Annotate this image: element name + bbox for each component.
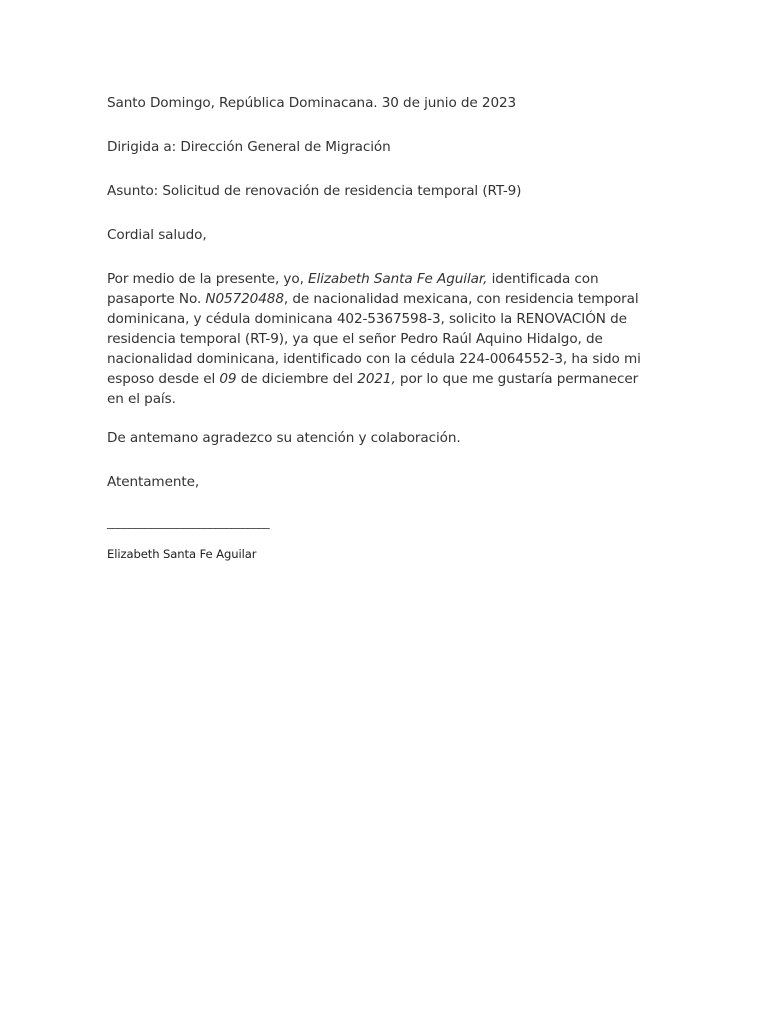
signature-line: ______________________________ [107,515,270,529]
subject-line: Asunto: Solicitud de renovación de residencia temporal (RT-9) [107,183,522,199]
passport-number: N05720488 [205,291,284,307]
body-text: de diciembre del [236,371,358,387]
signature-name: Elizabeth Santa Fe Aguilar [107,547,257,561]
greeting: Cordial saludo, [107,227,207,243]
date-line: Santo Domingo, República Dominacana. 30 de junio de 2023 [107,95,517,111]
marriage-day: 09 [219,371,237,387]
body-text: , de nacionalidad mexicana, con residencia temporal dominicana, y cédula dominicana 402-5367598-3, solicito la RENOVACIÓN de residencia temporal (RT-9), ya que el señor Pedro Raúl Aquino Hidalgo, de nacionalidad dominicana, identificado con la cédula 224-0064552-3, ha sido mi esposo desde el [107,291,641,387]
addressee: Dirigida a: Dirección General de Migración [107,139,391,155]
body-paragraph [107,269,652,409]
body-text: identificada con pasaporte No. [107,271,599,307]
thanks-line: De antemano agradezco su atención y colaboración. [107,430,461,446]
marriage-year: 2021, [357,371,396,387]
closing: Atentamente, [107,474,200,490]
body-text: Por medio de la presente, yo, [107,271,309,287]
letter [107,93,652,562]
applicant-name: Elizabeth Santa Fe Aguilar, [308,271,488,287]
body-text: por lo que me gustaría permanecer en el país. [107,371,639,407]
